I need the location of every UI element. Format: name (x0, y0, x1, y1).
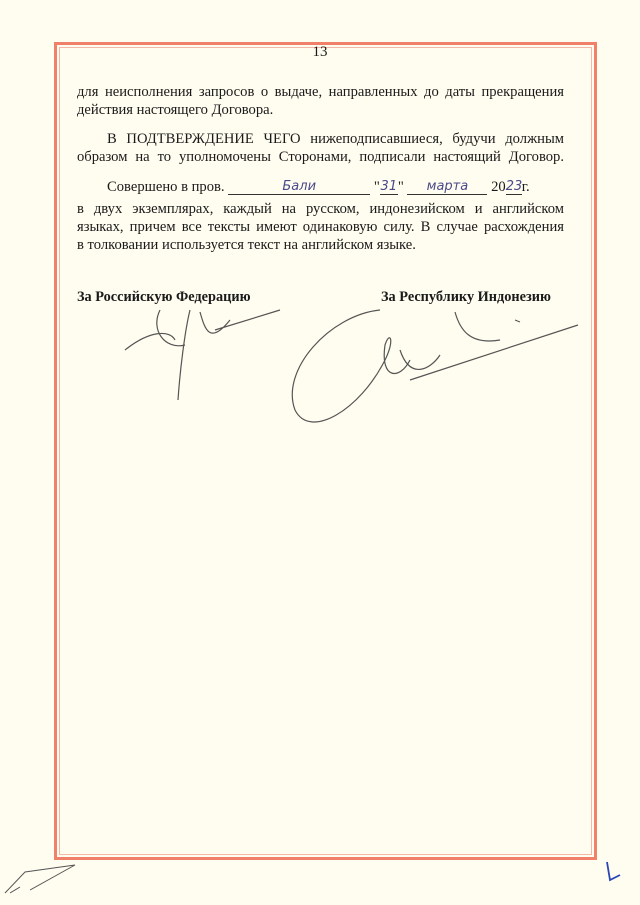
signature-indonesia (292, 310, 578, 422)
text-line: образом на то уполномочены Сторонами, подписали настоящий Договор. (77, 149, 564, 165)
signature-russia (125, 310, 280, 400)
year-suffix: г. (521, 179, 530, 195)
year-prefix: 20 (491, 179, 506, 195)
text-line: в толковании используется текст на английском языке. (77, 237, 416, 253)
text-line: в двух экземплярах, каждый на русском, индонезийском и английском (77, 201, 564, 217)
page-number: 13 (312, 44, 328, 60)
signatory-russia: За Российскую Федерацию (77, 289, 251, 305)
initials-left (5, 865, 75, 893)
text-line: действия настоящего Договора. (77, 102, 274, 118)
month-field: марта (407, 179, 487, 195)
signed-line: Совершено в пров. Бали "31" марта 2023г. (107, 179, 530, 195)
place-field: Бали (228, 179, 370, 195)
year-field: 23 (505, 179, 523, 194)
initials-right (607, 862, 620, 880)
signatory-indonesia: За Республику Индонезию (381, 289, 551, 305)
text-line: для неисполнения запросов о выдаче, направленных до даты прекращения (77, 84, 564, 100)
text-line: языках, причем все тексты имеют одинаковую силу. В случае расхождения (77, 219, 564, 235)
signed-prefix: Совершено в пров. (107, 179, 225, 195)
text-line: В ПОДТВЕРЖДЕНИЕ ЧЕГО нижеподписавшиеся, будучи должным (107, 131, 564, 147)
day-field: 31 (380, 179, 398, 194)
